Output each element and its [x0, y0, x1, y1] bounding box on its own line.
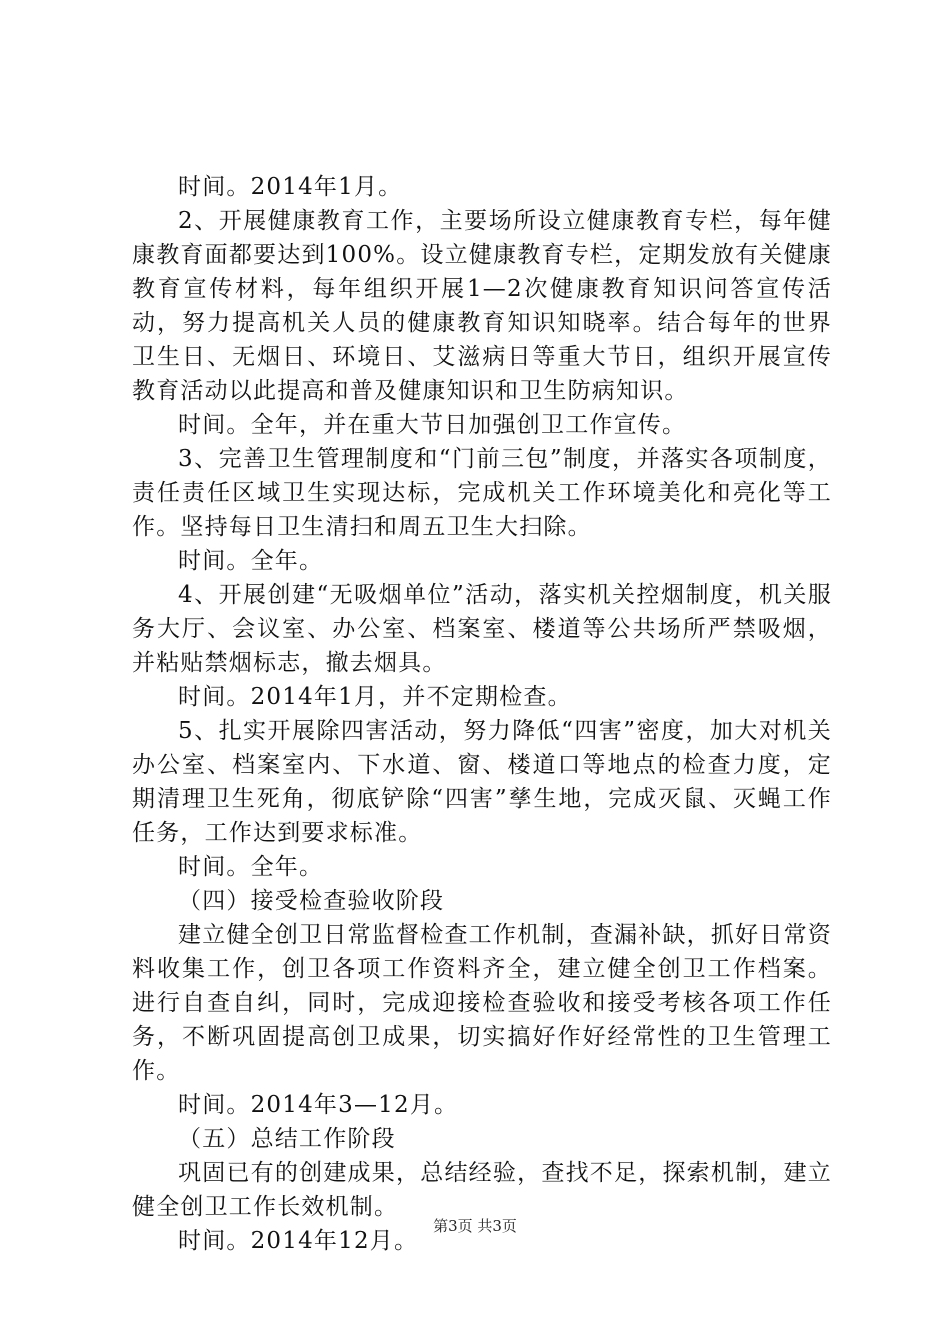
- paragraph: 建立健全创卫日常监督检查工作机制，查漏补缺，抓好日常资料收集工作，创卫各项工作资料齐全，建立健全创卫工作档案。进行自查自纠，同时，完成迎接检查验收和接受考核各项工作任务，不断巩固提高创卫成果，切实搞好作好经常性的卫生管理工作。: [132, 922, 832, 1084]
- document-body: [132, 170, 832, 1258]
- paragraph: 时间。全年，并在重大节日加强创卫工作宣传。: [178, 412, 687, 438]
- paragraph: 时间。全年。: [178, 854, 324, 880]
- paragraph: 时间。2014年1月。: [178, 174, 403, 200]
- section-heading: （五）总结工作阶段: [178, 1126, 396, 1152]
- paragraph: 时间。全年。: [178, 548, 324, 574]
- section-heading: （四）接受检查验收阶段: [178, 888, 445, 914]
- paragraph: 2、开展健康教育工作，主要场所设立健康教育专栏，每年健康教育面都要达到100%。设立健康教育专栏，定期发放有关健康教育宣传材料，每年组织开展1—2次健康教育知识问答宣传活动，努力提高机关人员的健康教育知识知晓率。结合每年的世界卫生日、无烟日、环境日、艾滋病日等重大节日，组织开展宣传教育活动以此提高和普及健康知识和卫生防病知识。: [132, 208, 832, 404]
- paragraph: 4、开展创建“无吸烟单位”活动，落实机关控烟制度，机关服务大厅、会议室、办公室、档案室、楼道等公共场所严禁吸烟，并粘贴禁烟标志，撤去烟具。: [132, 582, 832, 676]
- page-number-footer: 第3页 共3页: [433, 1217, 517, 1235]
- paragraph: 时间。2014年12月。: [178, 1228, 419, 1254]
- paragraph: 5、扎实开展除四害活动，努力降低“四害”密度，加大对机关办公室、档案室内、下水道、窗、楼道口等地点的检查力度，定期清理卫生死角，彻底铲除“四害”孳生地，完成灭鼠、灭蝇工作任务，工作达到要求标准。: [132, 718, 832, 846]
- paragraph: 巩固已有的创建成果，总结经验，查找不足，探索机制，建立健全创卫工作长效机制。: [132, 1160, 832, 1220]
- paragraph: 时间。2014年3—12月。: [178, 1092, 459, 1118]
- paragraph: 时间。2014年1月，并不定期检查。: [178, 684, 572, 710]
- paragraph: 3、完善卫生管理制度和“门前三包”制度，并落实各项制度，责任责任区域卫生实现达标，完成机关工作环境美化和亮化等工作。坚持每日卫生清扫和周五卫生大扫除。: [132, 446, 832, 540]
